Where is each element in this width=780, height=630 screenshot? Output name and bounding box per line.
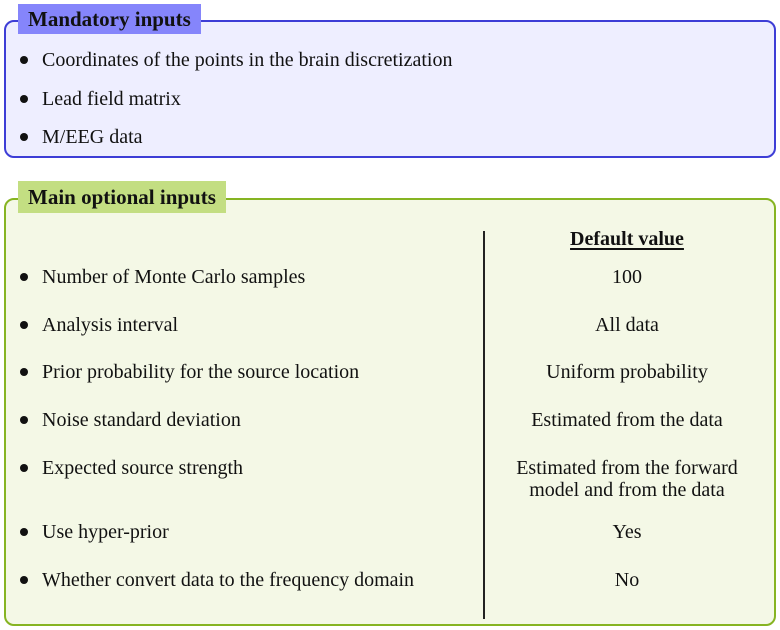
optional-item-analysis-interval: [20, 312, 178, 338]
optional-default-value-line1: Estimated from the forward: [516, 457, 738, 479]
bullet-icon: [20, 464, 28, 472]
optional-default-value: Uniform probability: [546, 361, 708, 383]
optional-item-prior-probability: [20, 359, 359, 385]
optional-item-label: Analysis interval: [42, 313, 179, 336]
mandatory-item-meeg-data: [20, 124, 143, 150]
bullet-icon: [20, 273, 28, 281]
optional-inputs-title: Main optional inputs: [18, 181, 226, 213]
optional-default-value: Estimated from the data: [531, 409, 723, 431]
mandatory-item-label: M/EEG data: [42, 125, 143, 148]
optional-item-label: Whether convert data to the frequency domain: [42, 568, 415, 591]
bullet-icon: [20, 416, 28, 424]
bullet-icon: [20, 576, 28, 584]
optional-item-label: Noise standard deviation: [42, 408, 241, 431]
mandatory-item-label: Coordinates of the points in the brain discretization: [42, 48, 453, 71]
column-divider: [483, 231, 485, 619]
bullet-icon: [20, 133, 28, 141]
optional-item-label: Prior probability for the source location: [42, 360, 360, 383]
mandatory-inputs-title: Mandatory inputs: [18, 4, 201, 34]
optional-default-value: Yes: [612, 521, 642, 543]
optional-item-label: Use hyper-prior: [42, 520, 169, 543]
optional-item-noise-std: [20, 407, 241, 433]
bullet-icon: [20, 95, 28, 103]
optional-item-monte-carlo: [20, 264, 305, 290]
mandatory-item-lead-field: [20, 86, 181, 112]
mandatory-item-label: Lead field matrix: [42, 87, 181, 110]
optional-item-label: Expected source strength: [42, 456, 244, 479]
optional-item-hyper-prior: [20, 519, 169, 545]
optional-default-value: All data: [595, 314, 659, 336]
mandatory-item-coordinates: [20, 47, 452, 73]
optional-default-value-line2: model and from the data: [529, 479, 725, 501]
bullet-icon: [20, 368, 28, 376]
bullet-icon: [20, 321, 28, 329]
optional-item-label: Number of Monte Carlo samples: [42, 265, 306, 288]
default-value-header: Default value: [570, 228, 684, 250]
optional-item-source-strength: [20, 455, 243, 481]
optional-default-value: 100: [612, 266, 642, 288]
bullet-icon: [20, 528, 28, 536]
optional-default-value: No: [614, 569, 640, 591]
optional-item-frequency-domain: [20, 567, 414, 593]
bullet-icon: [20, 56, 28, 64]
